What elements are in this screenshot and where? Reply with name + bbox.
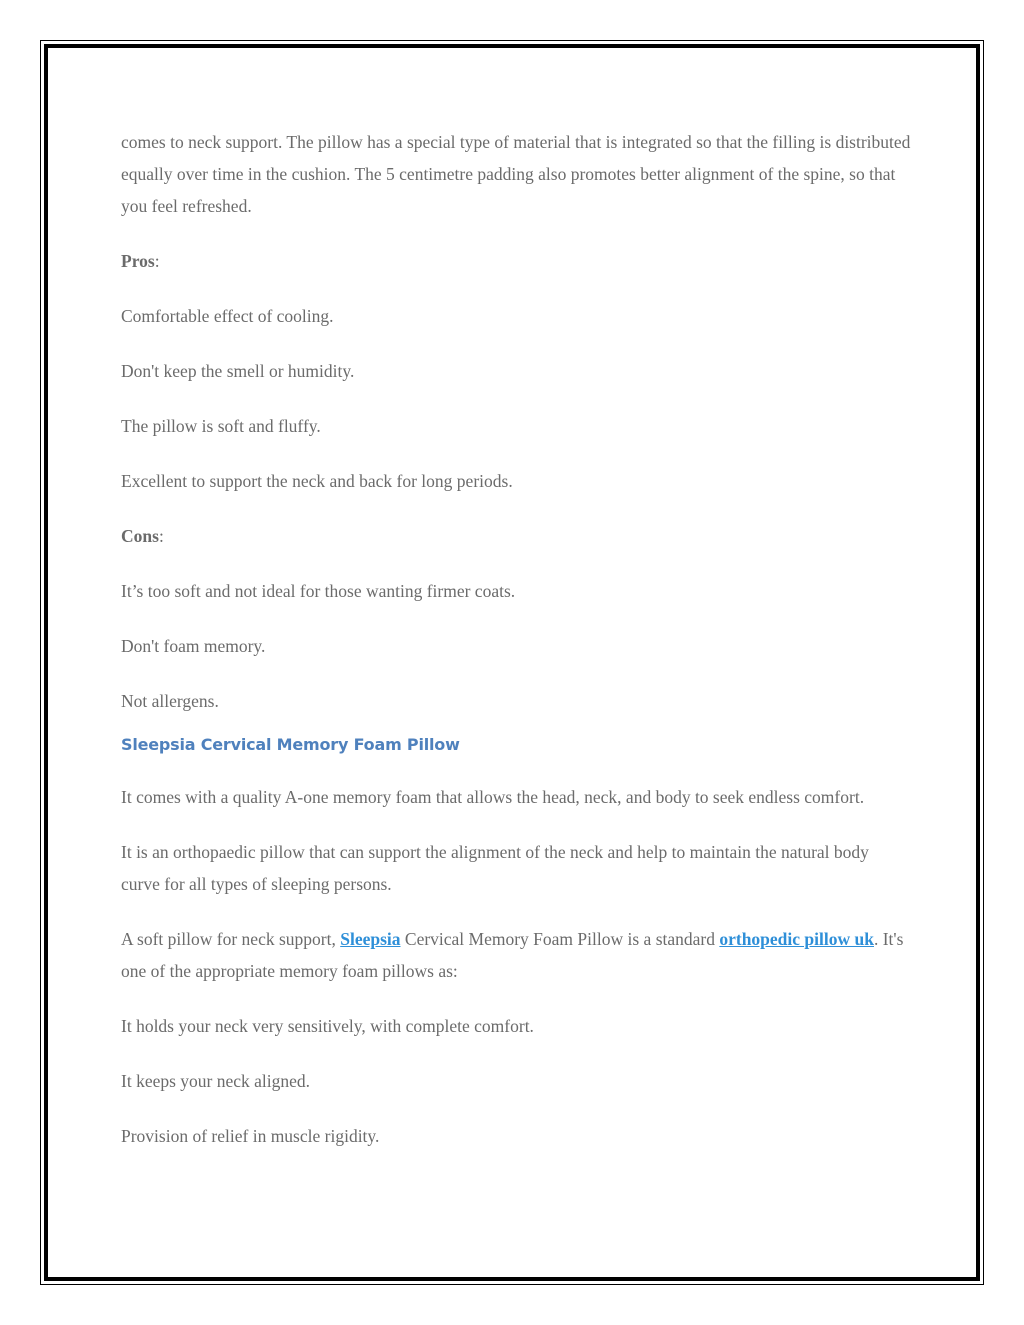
sleepsia-link[interactable]: Sleepsia bbox=[340, 929, 401, 949]
cons-item: Don't foam memory. bbox=[121, 636, 266, 656]
feature-item: Provision of relief in muscle rigidity. bbox=[121, 1126, 380, 1146]
paragraph-text-middle: Cervical Memory Foam Pillow is a standard bbox=[400, 929, 720, 949]
pros-label: Pros bbox=[121, 251, 155, 271]
section-paragraph-links bbox=[121, 923, 911, 987]
cons-heading bbox=[121, 520, 911, 552]
paragraph-text-before: A soft pillow for neck support, bbox=[121, 929, 341, 949]
intro-paragraph: comes to neck support. The pillow has a special type of material that is integrated so that the filling is distributed equally over time in the cushion. The 5 centimetre padding also promotes better alignment of the spine, so that you feel refreshed. bbox=[121, 132, 911, 216]
paragraph-text-after: . It's one of the appropriate memory foam pillows as: bbox=[121, 929, 904, 981]
document-body bbox=[121, 126, 911, 1175]
pros-heading bbox=[121, 245, 911, 277]
orthopedic-pillow-uk-link[interactable]: orthopedic pillow uk bbox=[719, 929, 874, 949]
cons-item: It’s too soft and not ideal for those wanting firmer coats. bbox=[121, 581, 516, 601]
pros-colon: : bbox=[154, 251, 160, 271]
pros-item: Comfortable effect of cooling. bbox=[121, 306, 334, 326]
cons-colon: : bbox=[158, 526, 164, 546]
cons-label: Cons bbox=[121, 526, 159, 546]
section-paragraph: It is an orthopaedic pillow that can support the alignment of the neck and help to maintain the natural body curve for all types of sleeping persons. bbox=[121, 842, 869, 894]
section-paragraph: It comes with a quality A-one memory foam that allows the head, neck, and body to seek endless comfort. bbox=[121, 787, 865, 807]
pros-item: Don't keep the smell or humidity. bbox=[121, 361, 355, 381]
section-heading: Sleepsia Cervical Memory Foam Pillow bbox=[121, 735, 460, 754]
cons-item: Not allergens. bbox=[121, 691, 219, 711]
feature-item: It keeps your neck aligned. bbox=[121, 1071, 311, 1091]
feature-item: It holds your neck very sensitively, with complete comfort. bbox=[121, 1016, 534, 1036]
pros-item: The pillow is soft and fluffy. bbox=[121, 416, 321, 436]
pros-item: Excellent to support the neck and back for long periods. bbox=[121, 471, 513, 491]
